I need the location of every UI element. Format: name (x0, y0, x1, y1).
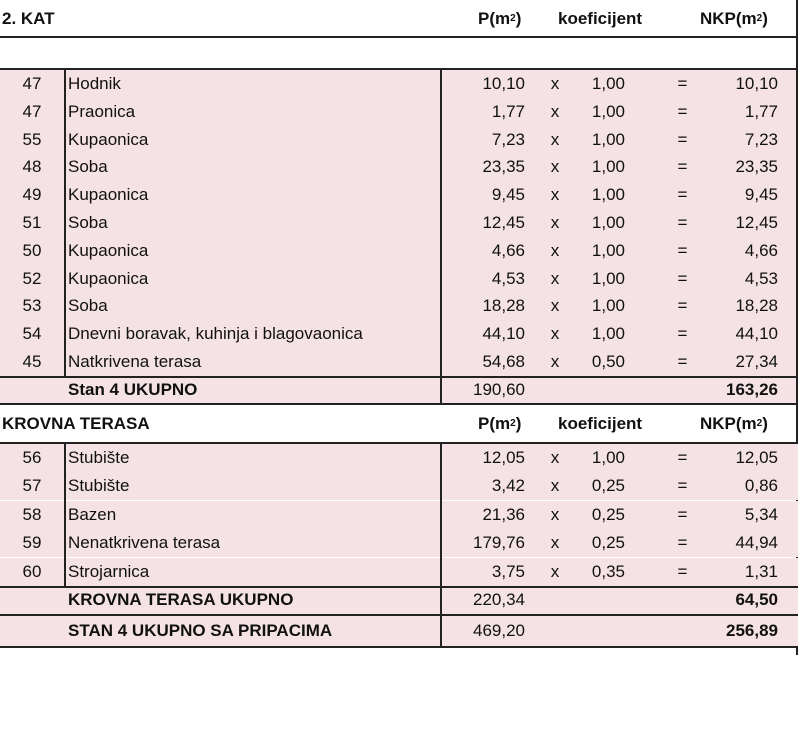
equals-sign: = (677, 74, 688, 93)
table-row (0, 181, 798, 209)
grand-total-row (0, 616, 798, 646)
nkp-value: 18,28 (735, 296, 778, 316)
column-divider (64, 442, 66, 587)
room-number: 53 (22, 296, 42, 316)
room-name: Soba (68, 213, 108, 232)
room-name: Dnevni boravak, kuhinja i blagovaonica (68, 324, 363, 344)
multiply-sign: x (550, 240, 560, 260)
column-header: NKP(m 2 ) (700, 9, 768, 28)
table-divider (0, 586, 798, 588)
equals-sign: = (677, 476, 688, 496)
equals-sign: = (677, 447, 688, 467)
area-value: 1,77 (491, 101, 525, 121)
table-row (0, 444, 798, 472)
table-row (0, 529, 798, 557)
equals-sign: = (677, 533, 688, 553)
section-title: KROVNA TERASA (2, 413, 150, 433)
area-value: 21,36 (482, 504, 525, 524)
coefficient-value: 1,00 (591, 213, 625, 232)
nkp-value: 1,31 (744, 561, 778, 581)
column-header-label: koeficijent (558, 9, 643, 28)
equals-sign: = (677, 213, 688, 232)
grand-total-area: 469,20 (473, 621, 525, 641)
column-header: P(m 2 ) (478, 9, 522, 28)
area-value: 3,75 (491, 561, 525, 581)
nkp-value: 23,35 (735, 157, 778, 177)
equals-sign: = (677, 296, 688, 316)
room-number: 60 (22, 561, 42, 581)
table-divider (0, 376, 798, 378)
room-number: 55 (22, 129, 42, 149)
multiply-sign: x (550, 74, 560, 93)
equals-sign: = (677, 268, 688, 288)
multiply-sign: x (550, 352, 560, 371)
table-row (0, 265, 798, 293)
equals-sign: = (677, 101, 688, 121)
room-name: Strojarnica (68, 561, 150, 581)
room-name: Stubište (68, 447, 130, 467)
room-name: Hodnik (68, 74, 121, 93)
column-divider (64, 68, 66, 376)
total-area: 220,34 (473, 590, 525, 610)
area-value: 3,42 (491, 476, 525, 496)
equals-sign: = (677, 352, 688, 371)
room-name: Kupaonica (68, 129, 149, 149)
multiply-sign: x (550, 296, 560, 316)
coefficient-value: 1,00 (591, 324, 625, 344)
table-divider (0, 646, 798, 648)
room-number: 48 (22, 157, 42, 177)
equals-sign: = (677, 185, 688, 205)
room-name: Kupaonica (68, 240, 149, 260)
multiply-sign: x (550, 533, 560, 553)
room-name: Kupaonica (68, 185, 149, 205)
nkp-value: 10,10 (735, 74, 778, 93)
multiply-sign: x (550, 476, 560, 496)
area-value: 12,45 (482, 213, 525, 232)
multiply-sign: x (550, 447, 560, 467)
total-nkp: 163,26 (726, 379, 778, 399)
nkp-value: 5,34 (744, 504, 778, 524)
multiply-sign: x (550, 268, 560, 288)
table-row (0, 153, 798, 181)
equals-sign: = (677, 504, 688, 524)
coefficient-value: 1,00 (591, 447, 625, 467)
area-value: 44,10 (482, 324, 525, 344)
table-row (0, 320, 798, 348)
multiply-sign: x (550, 561, 560, 581)
section-title: 2. KAT (2, 9, 55, 28)
table-row (0, 237, 798, 265)
coefficient-value: 0,50 (591, 352, 625, 371)
section-header-2-kat (0, 0, 798, 38)
table-row (0, 348, 798, 376)
column-header-label: NKP(m (700, 9, 757, 28)
room-number: 56 (22, 447, 42, 467)
coefficient-value: 1,00 (591, 101, 625, 121)
coefficient-value: 0,25 (591, 533, 625, 553)
total-label: Stan 4 UKUPNO (68, 379, 198, 399)
room-name: Bazen (68, 504, 117, 524)
table-row (0, 126, 798, 154)
room-name: Soba (68, 157, 108, 177)
room-name: Soba (68, 296, 108, 316)
room-number: 49 (22, 185, 42, 205)
column-divider (440, 68, 442, 404)
nkp-value: 0,86 (744, 476, 778, 496)
table-row (0, 70, 798, 98)
table-divider (0, 36, 798, 38)
room-name: Natkrivena terasa (68, 352, 202, 371)
area-value: 9,45 (491, 185, 525, 205)
multiply-sign: x (550, 129, 560, 149)
coefficient-value: 1,00 (591, 268, 625, 288)
coefficient-value: 1,00 (591, 74, 625, 93)
column-header-label: koeficijent (558, 413, 643, 433)
equals-sign: = (677, 240, 688, 260)
multiply-sign: x (550, 157, 560, 177)
room-name: Stubište (68, 476, 130, 496)
table-row (0, 501, 798, 529)
total-area: 190,60 (473, 379, 525, 399)
nkp-value: 44,10 (735, 324, 778, 344)
nkp-value: 44,94 (735, 533, 778, 553)
room-number: 57 (22, 476, 42, 496)
area-value: 10,10 (482, 74, 525, 93)
column-header-label: NKP(m (700, 413, 757, 433)
area-value: 18,28 (482, 296, 525, 316)
nkp-value: 7,23 (744, 129, 778, 149)
total-label: KROVNA TERASA UKUPNO (68, 590, 294, 610)
room-number: 58 (22, 504, 42, 524)
column-header (558, 405, 668, 443)
table-row (0, 98, 798, 126)
room-number: 47 (22, 74, 42, 93)
room-number: 51 (22, 213, 42, 232)
column-header: NKP(m 2 ) (700, 413, 768, 433)
equals-sign: = (677, 561, 688, 581)
multiply-sign: x (550, 101, 560, 121)
column-header: P(m 2 ) (478, 413, 522, 433)
total-row-stan-4 (0, 376, 798, 404)
equals-sign: = (677, 324, 688, 344)
area-value: 179,76 (473, 533, 525, 553)
paren: ) (762, 413, 768, 433)
coefficient-value: 1,00 (591, 157, 625, 177)
area-value: 4,66 (491, 240, 525, 260)
area-value: 23,35 (482, 157, 525, 177)
nkp-value: 4,66 (744, 240, 778, 260)
multiply-sign: x (550, 324, 560, 344)
room-name: Praonica (68, 101, 136, 121)
area-value: 12,05 (482, 447, 525, 467)
multiply-sign: x (550, 213, 560, 232)
column-header (558, 0, 668, 38)
room-number: 52 (22, 268, 42, 288)
nkp-value: 9,45 (744, 185, 778, 205)
nkp-value: 12,05 (735, 447, 778, 467)
grand-total-label: STAN 4 UKUPNO SA PRIPACIMA (68, 621, 333, 641)
room-number: 47 (22, 101, 42, 121)
table-row (0, 292, 798, 320)
room-name: Nenatkrivena terasa (68, 533, 221, 553)
room-number: 50 (22, 240, 42, 260)
coefficient-value: 1,00 (591, 129, 625, 149)
paren: ) (515, 9, 522, 28)
room-number: 45 (22, 352, 42, 371)
table-row (0, 209, 798, 237)
nkp-value: 27,34 (735, 352, 778, 371)
table-row (0, 558, 798, 586)
column-header-label: P(m (478, 413, 511, 433)
paren: ) (515, 413, 522, 433)
room-number: 54 (22, 324, 42, 344)
coefficient-value: 1,00 (591, 185, 625, 205)
coefficient-value: 0,35 (591, 561, 625, 581)
multiply-sign: x (550, 504, 560, 524)
column-divider (440, 442, 442, 647)
column-header-label: P(m (478, 9, 511, 28)
equals-sign: = (677, 129, 688, 149)
section-header-krovna-terasa (0, 405, 798, 443)
room-number: 59 (22, 533, 42, 553)
coefficient-value: 1,00 (591, 296, 625, 316)
equals-sign: = (677, 157, 688, 177)
total-row-krovna-terasa (0, 586, 798, 614)
room-name: Kupaonica (68, 268, 149, 288)
area-value: 4,53 (491, 268, 525, 288)
table-row (0, 472, 798, 500)
nkp-value: 12,45 (735, 213, 778, 232)
nkp-value: 4,53 (744, 268, 778, 288)
coefficient-value: 1,00 (591, 240, 625, 260)
nkp-value: 1,77 (744, 101, 778, 121)
grand-total-nkp: 256,89 (726, 621, 778, 641)
area-value: 54,68 (482, 352, 525, 371)
area-value: 7,23 (491, 129, 525, 149)
paren: ) (762, 9, 768, 28)
total-nkp: 64,50 (735, 590, 778, 610)
coefficient-value: 0,25 (591, 476, 625, 496)
coefficient-value: 0,25 (591, 504, 625, 524)
multiply-sign: x (550, 185, 560, 205)
